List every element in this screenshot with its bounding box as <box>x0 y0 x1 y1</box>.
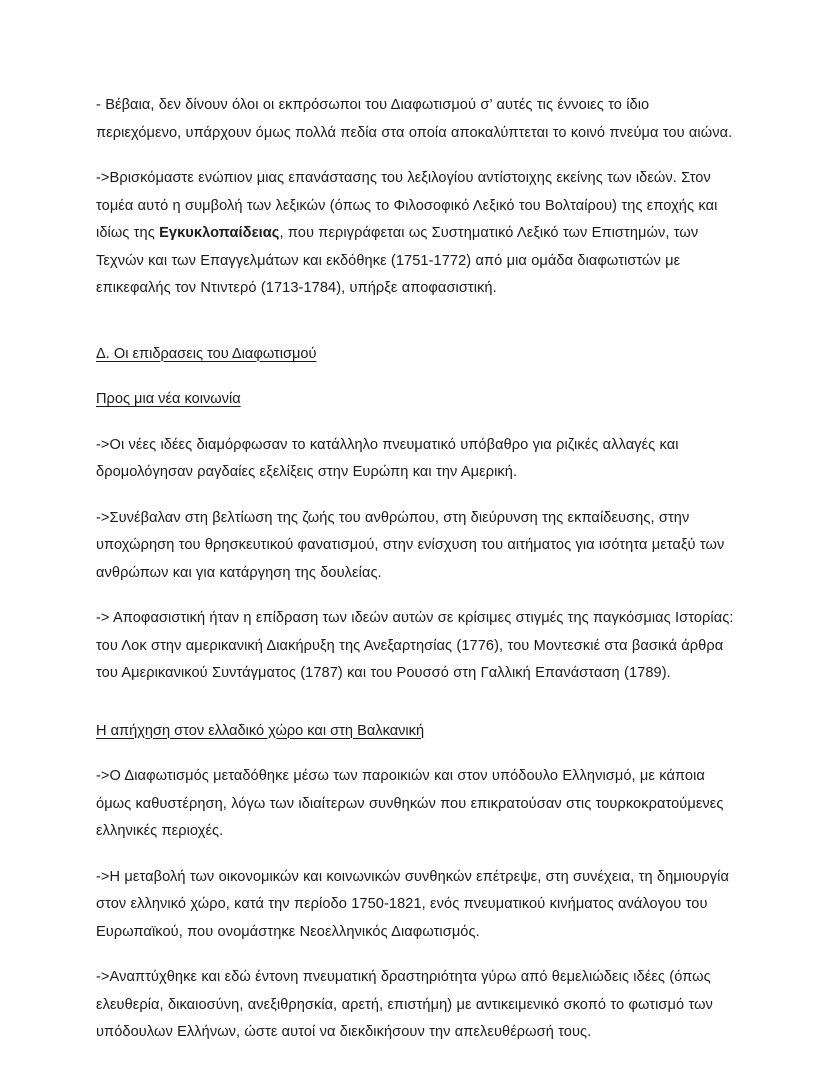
paragraph-fundamental-ideas: ->Αναπτύχθηκε και εδώ έντονη πνευματική δραστηριότητα γύρω από θεμελιώδεις ιδέες (όπως ελευθερία, δικαιοσύνη, ανεξιθρησκία, αρετή, επιστήμη) με αντικειμενικό σκοπό το φωτισμό των υπόδουλων Ελλήνων, ώστε αυτοί να διεκδικήσουν την απελευθέρωσή τους. <box>96 969 713 1040</box>
encyclopedia-bold-term: Εγκυκλοπαίδειας <box>159 225 280 241</box>
heading-section-d-label: Δ. Οι επιδρασεις του Διαφωτισμού <box>96 345 317 362</box>
heading-section-d <box>96 341 734 369</box>
heading-new-society-label: Προς μια νέα κοινωνία <box>96 391 241 407</box>
heading-new-society <box>96 386 734 414</box>
paragraph-encyclopedia-text-before: ->Βρισκόμαστε ενώπιον μιας επανάστασης του λεξιλογίου αντίστοιχης εκείνης των ιδεών. Στον τομέα αυτό η συμβολή των λεξικών (όπως το Φιλοσοφικό Λεξικό του Βολταίρου) της εποχής και ιδίως της <box>96 170 718 241</box>
paragraph-encyclopedia <box>96 165 734 303</box>
heading-greek-balkan-impact <box>96 718 734 746</box>
paragraph-enlightenment-representatives: - Βέβαια, δεν δίνουν όλοι οι εκπρόσωποι του Διαφωτισμού σ’ αυτές τις έννοιες το ίδιο περιεχόμενο, υπάρχουν όμως πολλά πεδία στα οποία αποκαλύπτεται το κοινό πνεύμα του αιώνα. <box>96 97 733 141</box>
document-body <box>96 92 734 1047</box>
paragraph-historic-moments: -> Αποφασιστική ήταν η επίδραση των ιδεών αυτών σε κρίσιμες στιγμές της παγκόσμιας Ιστορίας: του Λοκ στην αμερικανική Διακήρυξη της Ανεξαρτησίας (1776), του Μοντεσκιέ στα βασικά άρθρα του Αμερικανικού Συντάγματος (1787) και του Ρουσσό στη Γαλλική Επανάσταση (1789). <box>96 610 734 681</box>
paragraph-new-ideas: ->Οι νέες ιδέες διαμόρφωσαν το κατάλληλο πνευματικό υπόβαθρο για ριζικές αλλαγές και δρομολόγησαν ραγδαίες εξελίξεις στην Ευρώπη και την Αμερική. <box>96 436 679 480</box>
paragraph-enslaved-hellenism: ->Ο Διαφωτισμός μεταδόθηκε μέσω των παροικιών και στον υπόδουλο Ελληνισμό, με κάποια όμως καθυστέρηση, λόγω των ιδιαίτερων συνθηκών που επικρατούσαν στις τουρκοκρατούμενες ελληνικές περιοχές. <box>96 768 724 839</box>
paragraph-modern-greek-enlightenment: ->Η μεταβολή των οικονομικών και κοινωνικών συνθηκών επέτρεψε, στη συνέχεια, τη δημιουργία στον ελληνικό χώρο, κατά την περίοδο 1750-1821, ενός πνευματικού κινήματος ανάλογου του Ευρωπαϊκού, που ονομάστηκε Νεοελληνικός Διαφωτισμός. <box>96 868 729 940</box>
paragraph-encyclopedia-text-after: , που περιγράφεται ως Συστηματικό Λεξικό των Επιστημών, των Τεχνών και των Επαγγελμάτων και εκδόθηκε (1751-1772) από μια ομάδα διαφωτιστών με επικεφαλής τον Ντιντερό (1713-1784), υπήρξε αποφασιστική. <box>96 225 699 296</box>
paragraph-life-improvement: ->Συνέβαλαν στη βελτίωση της ζωής του ανθρώπου, στη διεύρυνση της εκπαίδευσης, στην υποχώρηση του θρησκευτικού φανατισμού, στην ενίσχυση του αιτήματος για ισότητα μεταξύ των ανθρώπων και για κατάργηση της δουλείας. <box>96 509 725 581</box>
heading-greek-balkan-impact-label: Η απήχηση στον ελλαδικό χώρο και στη Βαλκανική <box>96 722 425 739</box>
